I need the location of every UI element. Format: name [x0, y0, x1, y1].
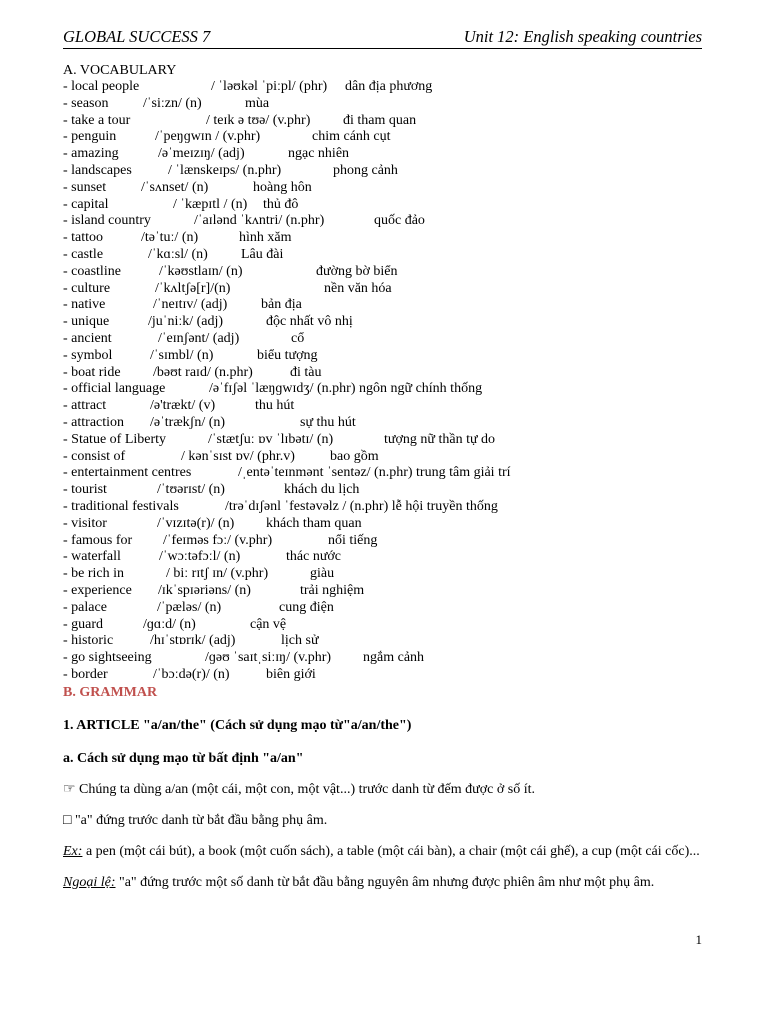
unit-title: Unit 12: English speaking countries [463, 27, 702, 46]
vocab-word: - waterfall [63, 549, 121, 565]
vocab-word: - consist of [63, 448, 126, 464]
vocab-word: - visitor [63, 515, 107, 531]
vocab-row [63, 449, 713, 466]
vocab-row [63, 566, 713, 583]
vocab-ipa: / ˈkæpɪtl / (n) [173, 196, 248, 212]
vocab-ipa: /bəʊt raɪd/ (n.phr) [153, 364, 253, 380]
vocab-ipa: / biː rɪtʃ ɪn/ (v.phr) [166, 566, 269, 582]
vocab-row [63, 465, 713, 482]
vocab-ipa: /juˈniːk/ (adj) [148, 314, 224, 330]
vocab-row [63, 600, 713, 617]
vocab-row [63, 633, 713, 650]
vocab-row [63, 516, 713, 533]
vocab-row [63, 129, 713, 146]
vocab-meaning: lịch sử [281, 633, 319, 649]
vocab-row [63, 264, 713, 281]
vocab-ipa: /ˈstætʃuː ɒv ˈlɪbətɪ/ (n) [208, 431, 334, 447]
vocab-word: - tattoo [63, 230, 104, 246]
vocab-word: - guard [63, 616, 104, 632]
vocab-meaning: Lâu đài [241, 246, 284, 262]
vocab-word: - landscapes [63, 162, 132, 178]
vocab-meaning: mùa [245, 95, 270, 111]
vocab-word: - attract [63, 398, 107, 414]
example-paragraph [63, 842, 703, 861]
example-label: Ex: [63, 844, 83, 859]
indefinite-article-heading: a. Cách sử dụng mạo từ bất định "a/an" [63, 751, 304, 766]
vocab-row [63, 365, 713, 382]
vocab-word: - historic [63, 633, 114, 649]
vocab-word: - palace [63, 599, 107, 615]
vocab-ipa: /təˈtuː/ (n) [141, 230, 199, 246]
vocab-word: - boat ride [63, 364, 121, 380]
page-header [63, 26, 702, 49]
vocab-ipa: /ɡɑːd/ (n) [143, 616, 196, 632]
vocab-row [63, 163, 713, 180]
vocab-word: - border [63, 666, 108, 682]
vocab-row [63, 381, 713, 398]
vocab-word: - amazing [63, 146, 119, 162]
vocab-meaning: thu hút [255, 398, 295, 414]
vocab-meaning: biểu tượng [257, 347, 318, 363]
vocab-row [63, 197, 713, 214]
vocab-ipa: /ˈfeɪməs fɔː/ (v.phr) [163, 532, 273, 548]
vocab-meaning: thủ đô [263, 196, 299, 212]
vocab-row [63, 281, 713, 298]
vocab-word: - local people [63, 79, 140, 94]
vocab-ipa: /ˌentəˈteɪnmənt ˈsentəz/ (n.phr) trung tâm giải trí [238, 465, 511, 481]
vocab-word: - official language [63, 381, 166, 397]
vocab-meaning: độc nhất vô nhị [266, 314, 353, 330]
vocab-meaning: bao gồm [330, 448, 379, 464]
vocab-meaning: hình xăm [239, 230, 292, 246]
vocab-row [63, 348, 713, 365]
vocab-ipa: /ˈsɪmbl/ (n) [150, 347, 214, 363]
vocab-meaning: quốc đảo [374, 213, 425, 229]
page-number: 1 [695, 932, 702, 947]
vocab-meaning: đi tham quan [343, 112, 417, 128]
vocab-row [63, 247, 713, 264]
vocab-word: - penguin [63, 129, 117, 145]
vocab-ipa: /əˈfɪʃəl ˈlæŋɡwɪdʒ/ (n.phr) ngôn ngữ chính thống [209, 381, 483, 397]
vocab-row [63, 650, 713, 667]
vocab-word: - experience [63, 582, 132, 598]
exception-label: Ngoại lệ: [63, 875, 116, 890]
vocab-ipa: /ˈsʌnset/ (n) [141, 179, 209, 195]
vocab-ipa: /ˈpeŋɡwɪn / (v.phr) [155, 129, 261, 145]
vocab-row [63, 146, 713, 163]
vocab-row [63, 482, 713, 499]
vocab-ipa: / ˈləʊkəl ˈpiːpl/ (phr) [211, 79, 328, 94]
vocabulary-section [63, 62, 713, 684]
vocab-ipa: /ɪkˈspɪəriəns/ (n) [158, 582, 251, 598]
vocab-meaning: chim cánh cụt [312, 129, 391, 145]
vocab-word: - capital [63, 196, 109, 212]
grammar-section [63, 684, 703, 892]
usage-paragraph: ☞ Chúng ta dùng a/an (một cái, một con, một vật...) trước danh từ đếm được ở số ít. [63, 782, 535, 797]
vocab-row [63, 398, 713, 415]
vocab-meaning: ngắm cảnh [363, 650, 425, 666]
vocab-ipa: /əˈtrækʃn/ (n) [150, 414, 226, 430]
vocab-ipa: / ˈlænskeɪps/ (n.phr) [168, 162, 282, 178]
vocab-word: - attraction [63, 414, 125, 430]
vocab-ipa: /ˈeɪnʃənt/ (adj) [158, 330, 240, 346]
grammar-title: B. GRAMMAR [63, 685, 158, 700]
vocab-ipa: /ˈkɑːsl/ (n) [148, 246, 208, 262]
exception-text: "a" đứng trước một số danh từ bắt đầu bằng nguyên âm nhưng được phiên âm như một phụ âm. [115, 875, 655, 890]
vocab-ipa: /ˈneɪtɪv/ (adj) [153, 297, 228, 313]
vocab-meaning: phong cảnh [333, 162, 398, 178]
vocab-word: - entertainment centres [63, 465, 192, 481]
exception-paragraph [63, 873, 703, 892]
vocab-row [63, 230, 713, 247]
vocab-meaning: đi tàu [290, 364, 322, 380]
vocab-word: - castle [63, 246, 104, 262]
vocab-ipa: /ə'trækt/ (v) [150, 398, 216, 414]
vocab-row [63, 499, 713, 516]
vocab-meaning: thác nước [286, 549, 342, 565]
vocab-row [63, 415, 713, 432]
vocab-word: - take a tour [63, 112, 131, 128]
vocab-row [63, 667, 713, 684]
vocab-meaning: ngạc nhiên [288, 146, 350, 162]
vocab-row [63, 180, 713, 197]
vocab-meaning: bản địa [261, 297, 302, 313]
consonant-rule-paragraph: □ "a" đứng trước danh từ bắt đầu bằng phụ âm. [63, 813, 328, 828]
vocab-ipa: / kənˈsɪst ɒv/ (phr.v) [181, 448, 295, 464]
vocab-row [63, 583, 713, 600]
vocab-word: - native [63, 297, 106, 313]
vocab-row [63, 314, 713, 331]
vocab-word: - island country [63, 213, 151, 229]
vocab-row [63, 617, 713, 634]
vocab-row [63, 533, 713, 550]
vocab-word: - coastline [63, 263, 121, 279]
vocab-meaning: cung điện [279, 599, 334, 615]
example-text: a pen (một cái bút), a book (một cuốn sách), a table (một cái bàn), a chair (một cái ghế), a cup (một cái cốc)... [82, 844, 700, 859]
vocab-ipa: /ˈaɪlənd ˈkʌntri/ (n.phr) [194, 213, 325, 229]
vocab-row [63, 96, 713, 113]
vocab-ipa: /ˈbɔːdə(r)/ (n) [153, 666, 230, 682]
vocab-word: - traditional festivals [63, 498, 179, 514]
vocab-meaning: khách du lịch [284, 482, 360, 498]
vocab-meaning: đường bờ biển [316, 263, 398, 279]
vocab-word: - culture [63, 280, 111, 296]
vocab-ipa: /ˈwɔːtəfɔːl/ (n) [159, 549, 241, 565]
vocab-meaning: nổi tiếng [328, 532, 378, 548]
vocab-ipa: /ˈvɪzɪtə(r)/ (n) [157, 515, 235, 531]
vocab-meaning: giàu [310, 566, 335, 582]
vocab-ipa: / teɪk ə tʊə/ (v.phr) [206, 112, 311, 128]
vocab-ipa: /ˈkəʊstlaɪn/ (n) [159, 263, 243, 279]
vocab-word: - Statue of Liberty [63, 431, 167, 447]
vocab-ipa: /ˈkʌltʃə[r]/(n) [155, 280, 231, 296]
vocab-word: - famous for [63, 532, 133, 548]
vocab-row [63, 213, 713, 230]
vocab-word: - unique [63, 314, 110, 330]
vocab-meaning: hoàng hôn [253, 179, 312, 195]
vocab-meaning: sự thu hút [300, 414, 356, 430]
vocab-meaning: trải nghiệm [300, 582, 365, 598]
vocab-word: - symbol [63, 347, 113, 363]
vocab-row [63, 432, 713, 449]
vocab-meaning: khách tham quan [266, 515, 362, 531]
vocab-ipa: /ɡəʊ ˈsaɪtˌsiːɪŋ/ (v.phr) [205, 650, 332, 666]
vocab-ipa: /ˈpæləs/ (n) [157, 599, 222, 615]
vocab-ipa: /hɪˈstɒrɪk/ (adj) [150, 633, 236, 649]
vocab-meaning: dân địa phương [345, 79, 433, 94]
vocab-ipa: /əˈmeɪzɪŋ/ (adj) [158, 146, 245, 162]
vocab-meaning: cổ [291, 330, 305, 346]
vocab-row [63, 113, 713, 130]
vocab-row [63, 549, 713, 566]
vocab-ipa: /trəˈdɪʃənl ˈfestəvəlz / (n.phr) lễ hội truyền thống [225, 498, 498, 514]
vocabulary-list [63, 79, 713, 684]
vocab-meaning: tượng nữ thần tự do [384, 431, 496, 447]
vocab-word: - be rich in [63, 566, 125, 582]
vocab-row [63, 331, 713, 348]
vocab-row [63, 79, 713, 96]
vocab-meaning: biên giới [266, 666, 316, 682]
article-heading: 1. ARTICLE "a/an/the" (Cách sử dụng mạo từ"a/an/the") [63, 718, 412, 733]
vocab-row [63, 297, 713, 314]
vocab-meaning: cận vệ [250, 616, 287, 632]
vocab-word: - ancient [63, 330, 112, 346]
vocab-word: - sunset [63, 179, 107, 195]
book-title: GLOBAL SUCCESS 7 [63, 27, 211, 46]
vocabulary-title: A. VOCABULARY [63, 63, 177, 78]
vocab-ipa: /ˈsiːzn/ (n) [143, 95, 202, 111]
vocab-word: - go sightseeing [63, 650, 152, 666]
vocab-word: - season [63, 95, 109, 111]
vocab-word: - tourist [63, 482, 107, 498]
vocab-meaning: nền văn hóa [324, 280, 392, 296]
vocab-ipa: /ˈtʊərɪst/ (n) [157, 482, 225, 498]
